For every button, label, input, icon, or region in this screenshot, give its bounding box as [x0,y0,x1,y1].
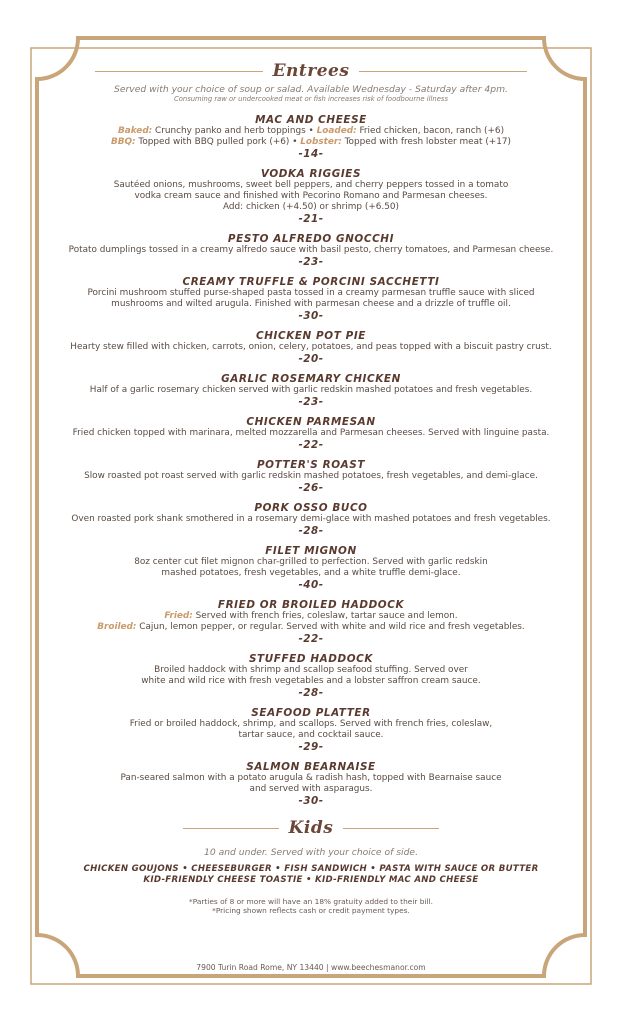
item-name: STUFFED HADDOCK [248,653,374,665]
divider-right [359,71,527,72]
item-name: FRIED OR BROILED HADDOCK [217,599,405,611]
kids-items-line: KID-FRIENDLY CHEESE TOASTIE • KID-FRIENDLY MAC AND CHEESE [143,875,479,885]
item-option-line [40,611,582,622]
item-description: Slow roasted pot roast served with garlic redskin mashed potatoes, fresh vegetables, and demi-glace. [84,471,538,481]
kids-subtitle: 10 and under. Served with your choice of side. [203,847,418,858]
divider-left [183,828,279,829]
item-description: Pan-seared salmon with a potato arugula & radish hash, topped with Bearnaise sauce [120,773,502,783]
menu-content [40,58,582,915]
kids-header [40,815,582,841]
item-name: CREAMY TRUFFLE & PORCINI SACCHETTI [182,276,440,288]
option-label: Fried: [164,611,193,621]
item-name: PORK OSSO BUCO [254,502,368,514]
item-description: Fried or broiled haddock, shrimp, and scallops. Served with french fries, coleslaw, [129,719,493,729]
item-price: -23- [298,256,324,268]
item-name: GARLIC ROSEMARY CHICKEN [221,373,401,385]
item-description: mashed potatoes, fresh vegetables, and a white truffle demi-glace. [161,568,461,578]
item-price: -28- [298,687,324,699]
item-name: POTTER'S ROAST [256,459,366,471]
option-label: Lobster: [300,137,342,147]
item-description: Oven roasted pork shank smothered in a rosemary demi-glace with mashed potatoes and fresh vegetables. [71,514,551,524]
menu-item [40,599,582,645]
foodborne-warning: Consuming raw or undercooked meat or fish increases risk of foodbourne illness [173,95,449,103]
item-description: Porcini mushroom stuffed purse-shaped pasta tossed in a creamy parmesan truffle sauce with sliced [87,288,535,298]
menu-item [40,233,582,268]
item-price: -20- [298,353,324,365]
item-name: CHICKEN POT PIE [255,330,366,342]
option-text: Topped with fresh lobster meat (+17) [341,137,511,147]
menu-item [40,502,582,537]
item-description: Broiled haddock with shrimp and scallop seafood stuffing. Served over [154,665,468,675]
item-name: VODKA RIGGIES [260,168,362,180]
item-description: 8oz center cut filet mignon char-grilled to perfection. Served with garlic redskin [134,557,488,567]
item-description: Add: chicken (+4.50) or shrimp (+6.50) [223,202,399,212]
item-name: SALMON BEARNAISE [246,761,376,773]
item-price: -29- [298,741,324,753]
option-label: BBQ: [110,137,136,147]
option-text: Topped with BBQ pulled pork (+6) • [135,137,301,147]
item-price: -30- [298,310,324,322]
item-price: -30- [298,795,324,807]
menu-item [40,545,582,591]
item-option-line [40,126,582,137]
item-description: mushrooms and wilted arugula. Finished with parmesan cheese and a drizzle of truffle oil. [111,299,511,309]
item-price: -26- [298,482,324,494]
divider-right [343,828,439,829]
item-description: tartar sauce, and cocktail sauce. [238,730,384,740]
divider-left [95,71,263,72]
kids-items-line: CHICKEN GOUJONS • CHEESEBURGER • FISH SANDWICH • PASTA WITH SAUCE OR BUTTER [83,864,539,874]
item-name: SEAFOOD PLATTER [251,707,371,719]
menu-item [40,330,582,365]
item-price: -22- [298,439,324,451]
item-price: -23- [298,396,324,408]
menu-item [40,114,582,160]
entrees-header [40,58,582,84]
kids-title: Kids [288,818,334,838]
footer-address: 7900 Turin Road Rome, NY 13440 | www.beechesmanor.com [196,963,426,972]
option-text: Fried chicken, bacon, ranch (+6) [356,126,505,136]
item-name: CHICKEN PARMESAN [246,416,376,428]
option-label: Broiled: [97,622,137,632]
menu-item [40,168,582,225]
option-label: Baked: [117,126,153,136]
item-option-line [40,137,582,148]
pricing-note: *Pricing shown reflects cash or credit payment types. [212,906,410,915]
item-price: -40- [298,579,324,591]
item-description: Sautéed onions, mushrooms, sweet bell peppers, and cherry peppers tossed in a tomato [113,180,509,190]
item-description: Half of a garlic rosemary chicken served with garlic redskin mashed potatoes and fresh vegetables. [89,385,533,395]
menu-item [40,276,582,322]
menu-item [40,653,582,699]
option-text: Cajun, lemon pepper, or regular. Served with white and wild rice and fresh vegetables. [136,622,525,632]
option-text: Served with french fries, coleslaw, tartar sauce and lemon. [192,611,458,621]
item-description: and served with asparagus. [249,784,373,794]
item-price: -28- [298,525,324,537]
item-description: Potato dumplings tossed in a creamy alfredo sauce with basil pesto, cherry tomatoes, and Parmesan cheese. [68,245,554,255]
item-name: MAC AND CHEESE [255,114,367,126]
item-price: -14- [298,148,324,160]
item-price: -21- [298,213,324,225]
item-option-line [40,622,582,633]
menu-item [40,707,582,753]
item-description: Hearty stew filled with chicken, carrots, onion, celery, potatoes, and peas topped with a biscuit pastry crust. [70,342,552,352]
item-name: PESTO ALFREDO GNOCCHI [227,233,395,245]
item-description: vodka cream sauce and finished with Pecorino Romano and Parmesan cheeses. [134,191,488,201]
option-label: Loaded: [316,126,357,136]
menu-item [40,459,582,494]
entrees-subtitle: Served with your choice of soup or salad. Available Wednesday - Saturday after 4pm. [114,84,508,95]
option-text: Crunchy panko and herb toppings • [152,126,317,136]
menu-item [40,416,582,451]
menu-item [40,761,582,807]
entrees-title: Entrees [272,61,350,81]
item-price: -22- [298,633,324,645]
menu-item [40,373,582,408]
item-description: Fried chicken topped with marinara, melted mozzarella and Parmesan cheeses. Served with linguine pasta. [72,428,550,438]
item-name: FILET MIGNON [265,545,357,557]
gratuity-note: *Parties of 8 or more will have an 18% gratuity added to their bill. [189,897,433,906]
item-description: white and wild rice with fresh vegetables and a lobster saffron cream sauce. [141,676,481,686]
